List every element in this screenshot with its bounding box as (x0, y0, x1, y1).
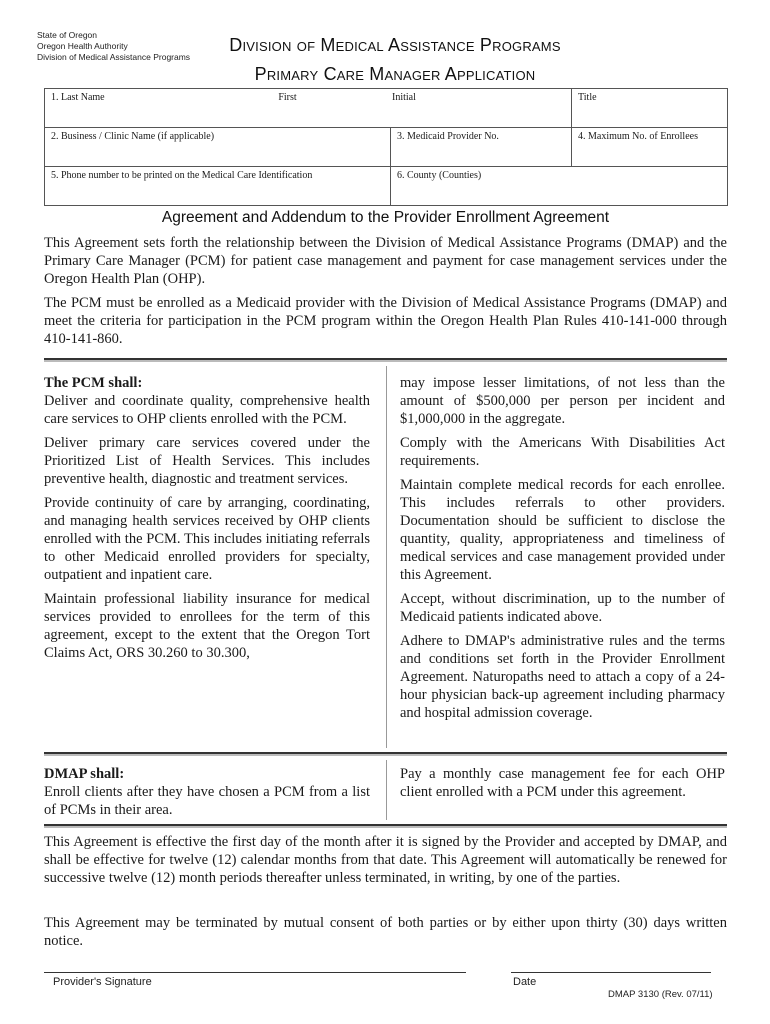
pcm-column-separator (386, 366, 387, 748)
pcm-duty-quality-care: Deliver and coordinate quality, comprehensive health care services to OHP clients enrolled with the PCM. (44, 393, 370, 427)
business-name-label: 2. Business / Clinic Name (if applicable) (51, 131, 215, 142)
dmap-duties-right-column (400, 765, 725, 807)
title-field[interactable] (572, 89, 728, 128)
pcm-duties-left-column (44, 374, 370, 668)
pcm-duty-liability: Maintain professional liability insurance for medical services provided to enrollees for the term of this agreement, except to the extent that the Oregon Tort Claims Act, ORS 30.260 to 30.300, (44, 591, 370, 661)
first-name-label: First (278, 92, 297, 103)
pcm-duty-primary-care: Deliver primary care services covered under the Prioritized List of Health Services. This includes preventive health, diagnostic and treatment services. (44, 435, 370, 487)
enrollment-requirement-paragraph: The PCM must be enrolled as a Medicaid provider with the Division of Medical Assistance Programs (DMAP) and meet the criteria for participation in the PCM program within the Oregon Health Plan Rules 410-141-000 through 410-141-860. (44, 295, 727, 347)
dmap-duty-enroll-clients: Enroll clients after they have chosen a PCM from a list of PCMs in their area. (44, 784, 370, 818)
provider-signature-line[interactable] (44, 972, 466, 973)
agency-block (37, 30, 190, 63)
section-divider-bottom (44, 824, 727, 826)
agency-line-authority: Oregon Health Authority (37, 41, 128, 51)
effective-date-paragraph: This Agreement is effective the first day of the month after it is signed by the Provider and accepted by DMAP, and shall be effective for twelve (12) calendar months from that date. This Agreement will automatically be renewed for successive twelve (12) month periods thereafter unless terminated, in writing, by one of the parties. (44, 834, 727, 886)
provider-number-field[interactable] (391, 128, 572, 167)
form-identifier: DMAP 3130 (Rev. 07/11) (608, 989, 713, 1000)
pcm-duties-right-column (400, 374, 725, 728)
max-enrollees-field[interactable] (572, 128, 728, 167)
pcm-shall-heading: The PCM shall: (44, 375, 143, 391)
name-field[interactable] (45, 89, 572, 128)
agency-line-division: Division of Medical Assistance Programs (37, 52, 191, 62)
pcm-duty-administrative-rules: Adhere to DMAP's administrative rules and the terms and conditions set forth in the Provider Enrollment Agreement. Naturopaths need to attach a copy of a 24-hour physician back-up agreement including pharmacy and hospital admission coverage. (400, 633, 725, 721)
dmap-shall-heading: DMAP shall: (44, 766, 125, 782)
business-name-field[interactable] (45, 128, 391, 167)
dmap-column-separator (386, 760, 387, 820)
pcm-duty-liability-limits: may impose lesser limitations, of not less than the amount of $500,000 per person per incident and $1,000,000 in the aggregate. (400, 375, 725, 427)
date-line[interactable] (511, 972, 711, 973)
dmap-duties-left-column (44, 765, 370, 825)
pcm-duty-continuity: Provide continuity of care by arranging, coordinating, and managing health services received by OHP clients enrolled with the PCM. This includes initiating referrals to other Medicaid enrolled providers for specialty, outpatient and inpatient care. (44, 495, 370, 583)
provider-signature-label: Provider's Signature (53, 976, 152, 988)
dmap-duty-pay-fee: Pay a monthly case management fee for each OHP client enrolled with a PCM under this agreement. (400, 766, 725, 800)
agreement-heading: Agreement and Addendum to the Provider Enrollment Agreement (161, 209, 610, 226)
max-enrollees-label: 4. Maximum No. of Enrollees (578, 131, 698, 142)
initial-label: Initial (392, 92, 416, 103)
last-name-label: 1. Last Name (51, 92, 105, 103)
county-field[interactable] (391, 167, 728, 206)
pcm-duty-medical-records: Maintain complete medical records for each enrollee. This includes referrals to other providers. Documentation should be sufficient to disclose the quantity, quality, appropriateness and timeliness of medical services and case management provided under this Agreement. (400, 477, 725, 583)
section-divider-top (44, 358, 727, 360)
pcm-duty-ada: Comply with the Americans With Disabilities Act requirements. (400, 435, 725, 469)
title-label: Title (578, 92, 597, 103)
pcm-duty-nondiscrimination: Accept, without discrimination, up to the number of Medicaid patients indicated above. (400, 591, 725, 625)
section-divider-middle (44, 752, 727, 754)
form-title-application: Primary Care Manager Application (254, 64, 536, 84)
provider-number-label: 3. Medicaid Provider No. (397, 131, 499, 142)
phone-number-label: 5. Phone number to be printed on the Medical Care Identification (51, 170, 313, 181)
agency-line-state: State of Oregon (37, 30, 98, 40)
agreement-intro-paragraph: This Agreement sets forth the relationship between the Division of Medical Assistance Programs (DMAP) and the Primary Care Manager (PCM) for patient case management and payment for case management services under the Oregon Health Plan (OHP). (44, 235, 727, 287)
applicant-fields-table (44, 88, 728, 206)
termination-paragraph: This Agreement may be terminated by mutual consent of both parties or by either upon thirty (30) days written notice. (44, 915, 727, 949)
county-label: 6. County (Counties) (397, 170, 482, 181)
phone-number-field[interactable] (45, 167, 391, 206)
date-label: Date (513, 976, 537, 988)
form-title-division: Division of Medical Assistance Programs (229, 35, 561, 55)
